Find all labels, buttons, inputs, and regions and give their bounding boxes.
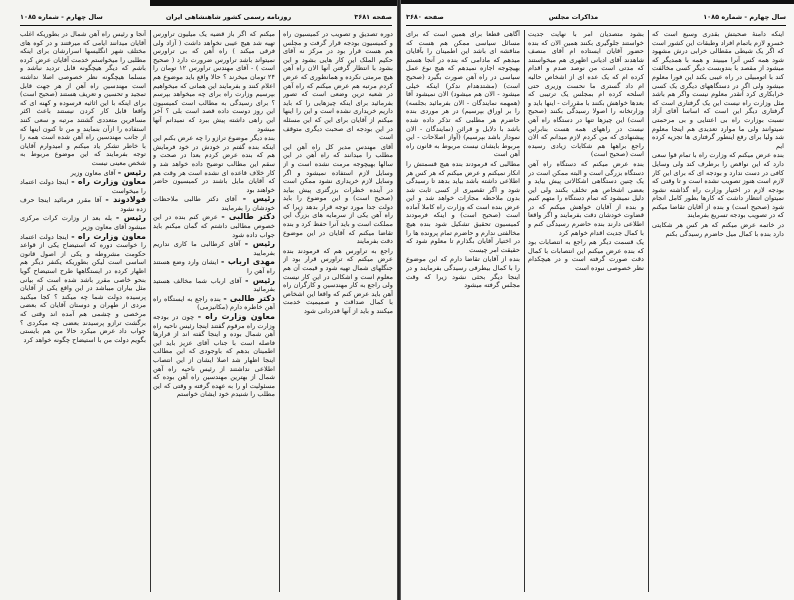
paragraph bbox=[153, 240, 275, 257]
paragraph-text: آقای ارباب شما مخالف هستید بفرمائید bbox=[153, 276, 275, 294]
paragraph bbox=[153, 313, 275, 399]
paragraph bbox=[406, 160, 520, 255]
paragraph-text: چون در بودجه وزارت راه مرقوم گفتند اینجا رئیس ناحیه راه آهن شمال بوده و اینجا گفته اند از قرارها فاصله است با جناب آقای عزیز باید این اطمینان بدهم که باوجودی که این مطالب اینجا اظهار شد اصلا ایشان از این انتصاب اطلاعی نداشتند از رئیس ناحیه راه آهن شمال از بهترین مهندسین راه آهن بوده که مسئولیت او را به عهده گرفته و وقتی که این مطلب را شنیدم خود ایشان خواستم bbox=[153, 313, 275, 399]
speaker-name: رئیس - bbox=[242, 194, 275, 204]
paragraph-text: آقای مهندس مدیر کل راه آهن این مطلب را میدانند که راه آهن در این سالها بهیچوجه مرمت نشده است و از وسایل لازم استفاده نمیشود و اگر وسایل لازم خریداری نشود ممکن است در آینده خطرات بزرگتری پیش بیاید (صحیح است) و این موضوع را باید دولت جدا مورد توجه قرار بدهد زیرا که راه آهن یکی از سرمایه های بزرگ این مملکت است و باید آنرا حفظ کرد و بنده تقاضا میکنم که آقایان در این موضوع دقت بفرمایند bbox=[283, 142, 393, 246]
page-fold bbox=[397, 0, 401, 600]
left-page-header bbox=[20, 10, 392, 24]
column bbox=[652, 30, 784, 590]
speaker-name: دکتر طالبی - bbox=[223, 293, 275, 303]
column-divider bbox=[279, 30, 280, 592]
paragraph bbox=[528, 30, 644, 159]
column-divider bbox=[524, 30, 525, 592]
publication-title: روزنامه رسمی کشور شاهنشاهی ایران bbox=[165, 13, 292, 21]
paragraph-text: یک قسمت دیگر هم راجع به انتصابات بود که بنده عرض میکنم این انتصابات با کمال دقت صورت گرفته است و در هیچکدام نظر خصوصی نبوده است bbox=[528, 238, 644, 273]
paragraph bbox=[153, 195, 275, 212]
paragraph-text: دوره تصدیق و تصویب در کمیسیون راه و کمیسیون بودجه قرار گرفت و مجلس هم هست قرار بود در مرکز نه آقای حکیم الملک این کار هایی بشود و این بشود با انتظار گرفتن آنها الان راه آهن هیچ مرمتی نکرده و همانطوری که عرض کردم مرتبه هم عرض میکنم که راه آهن در شعبه ترین وضعی است که تصور بفرمائید برای اینکه چیزهایی را که باید داریم خریداری نشده است و این را اینها میکنم از آقایان برای این که این مسئله در این بودجه ای صحبت دیگری متوقف است bbox=[283, 30, 393, 142]
paragraph-text: آقای دکتر طالبی ملاحظات خودشان را بفرمایند bbox=[153, 195, 275, 212]
paragraph-text: آقا مقرر فرمائید اینجا حرف زده نشود bbox=[20, 196, 146, 213]
paragraph bbox=[20, 196, 146, 213]
scan-shadow bbox=[150, 0, 398, 6]
column bbox=[283, 30, 393, 590]
paragraph-text: بنده از آقایان تقاضا دارم که این موضوع را با کمال بیطرفی رسیدگی بفرمایند و در اینجا دیگر بحثی نشود زیرا که وقت مجلس گرفته میشود bbox=[406, 255, 520, 290]
right-page-header bbox=[406, 10, 786, 24]
paragraph-text: بشود متصدیان امر با نهایت جدیت خواستند جلوگیری بکنند همین الان که بنده حضور آقایان ایستاده ام آقای منصف شاهدند آقای ادیانی اظهری هم میخواستند که مدتی است من نوصد صدم و اقدام کرده ام که یک عده ای از اشخاص حالیه ام داد گستری ما نحست وزیری حتی اسلحه کرده ام بمجلس یک ترتیبی که بعدها خواهش بکنند با مقررات - اینها باید و وزارتخانه را اصولا رسیدگی بکنند (صحیح است) این چیزها تنها در دستگاه راه آهن نیست در راههای همه هست بنابراین پیشنهادی که من کردم لازم میدانم که الان راجع براهها هم شکایات زیادی رسیده است (صحیح است) bbox=[528, 30, 644, 159]
paragraph bbox=[528, 160, 644, 237]
paragraph-text: آقای معاون وزیر bbox=[70, 168, 116, 177]
paragraph-text: اینکه دامنهٔ صحبتش بقدری وسیع است که خسرو لازم باتمام افراد وطبقات این کشور است که اگر یک شیطی مقطالی خرابی درش مشهود شود همه کس آنرا میبیند و همه با همدیگر که میشود از مقصد با بندوبست دیگر کسی مخالفت کند با اتومبیلی در راه عیبی بکند این فورا معلوم میشود ولی اگر در دستگاههای دیگری یک کسی خرابکاری کرد آنقدر معلوم نیست واگر هم باشد مثل وزارت راه نیست این یک گرفتاری است که گرفتاری دیگر این است که اساسا آقای آزاد نسبت بوزارت راه بی اعتنایی و بی مرحمتی نمیتوانند ولی ما موارد تعدیدی هم اینجا معلوم شد ولیا برای رفع اینطور گرفتاری ها تجزیه کرده ایم bbox=[652, 30, 784, 150]
header-rule bbox=[20, 25, 392, 26]
paragraph-text: در خاتمه عرض میکنم که هر کس هر شکایتی دارد بنده با کمال میل حاضرم رسیدگی بکنم bbox=[652, 221, 784, 238]
paragraph-text: اینجا دولت اعتماد را خواست دوره که استیضاح یکی از قواعد حکومت مشروطه و یکی از اصول قانون اساسی است لیکن بطوریکه یکنفر دیگر هم اظهار کرده در ایستگاهها طرح استیضاح گویا بنحو خاصی مقرر باشد شده است که بیانی مثل بیاران میباشد در این واقع یکی از آقایان پرسیده دولت شما چه میکند ؟ کجا میکنید مردی از طهران و دوستان آقایان که بعضی مرخصی و چشمی هم آمده اند وقتی که برگشت ترازو پرسیدند بعضی چه میکردی ؟ جواب داد عرض میکرد حالا من هم بایستی بگویم دولت من با استیضاح چگونه خواهد کرد bbox=[20, 232, 146, 344]
section-title: مذاکرات مجلس bbox=[548, 13, 599, 21]
column bbox=[20, 30, 146, 590]
paragraph-text: اینجا دولت اعتماد را میخواست bbox=[20, 178, 146, 195]
paragraph bbox=[406, 255, 520, 289]
issue-number: سال چهارم - شماره ۱۰۸۵ bbox=[703, 13, 786, 21]
speaker-name: معاون وزارت راه - bbox=[71, 177, 146, 187]
speaker-name: فولادوند - bbox=[105, 195, 146, 205]
paragraph-text: بنده دیگر موضوع ترازو را چه عرض بکنم این اینکه بنده گفتم در خودش در خود فرمایش هم که بنده عرض کردم بعدا در صحت و سقم این مطالب توضیح داده خواهد شد و کار خلاف قاعده ای نشده است هر وقت هم که آقایان مایل باشند در کمیسیون حاضر خواهند بود bbox=[153, 134, 275, 194]
header-rule bbox=[406, 25, 786, 26]
column bbox=[528, 30, 644, 590]
paragraph-text: بله بعد از وزارت کرات مرکزی میشود آقای معاون وزیر bbox=[20, 214, 146, 232]
speaker-name: معاون وزارت راه - bbox=[197, 312, 275, 321]
issue-number: سال چهارم - شماره ۱۰۸۵ bbox=[20, 13, 103, 21]
paragraph-text: عرض کنم بنده در این خصوص مطالبی داشتم که گمان میکنم باید جواب داده شود bbox=[153, 213, 275, 239]
speaker-name: رئیس - bbox=[117, 167, 146, 177]
paragraph bbox=[20, 30, 146, 168]
paragraph-text: آنجا و رئیس راه آهن شمال در بطوریکه اغلب آقایان میدانند ایامی که میرفتند و در کوه های مختلف شهر انگلیسها اسرارشان برای اینکه مطلبی را میخواستم خدمت آقایان عرض کرده باشم که دیگر هیچگونه قابل تردید نباشد و مسلما هیچگونه نظر خصوصی اصلا نداشته است مهندسین راه آهن از هر جهت قابل تمجید و تحسین و تعریف هستند (صحیح است) برای اینکه با این اثاثیه فرسوده و کهنه ای که واقعا قابل کار کردن نیستند باعث اکثر مسافرین متعددی گشتند مرتبه و سعی کنند استفاده را ازآن بنمایند و من تا کنون اینها که از جانب مهندسین راه آهن شده است همه را با خاطر تشکر یاد میکنم و امیدوارم آقایان توجه بفرمایند که این موضوع مربوط به شخص معینی نیست bbox=[20, 30, 146, 167]
page-number: صفحه ۳۶۸۰ bbox=[406, 13, 444, 21]
column bbox=[406, 30, 520, 590]
paragraph bbox=[283, 30, 393, 142]
speaker-name: رئیس - bbox=[245, 275, 275, 285]
paragraph bbox=[153, 134, 275, 194]
paragraph bbox=[153, 30, 275, 133]
paragraph-text: آگاهی قطعا برای همین است که برای مسائل سیاسی ممکن هم هست که مناقشه ای باشد این اطمینان را بآقایان میدهم که مادامی که بنده در آنجا هستم بهیچوجه اجازه نمیدهم که هیچ نوع عمل سیاسی در راه آهن صورت بگیرد (صحیح است) (مشتدهدام ندکر) اینکه خیلی میشود - الان هم میشود) الان نمیشود آقا (همهمه نمایندگان - الان بفرمائید بجلسه) را بر اوراق بپرسیم) در هر موردی بنده حاضرم هر مطلبی که تذکر داده شده باشد با دلایل و قرائن (نمایندگان - الان نمودار باشد بپرسیم) (آواز اصلاحات - این مربوط بایشان نیست مربوط به قانون راه آهن است bbox=[406, 30, 520, 159]
paragraph-text: بنده راجع به ایستگاه راه آهن خاطره دارم (مکانیزمی) bbox=[153, 294, 275, 312]
paragraph-text: مطالبی که فرمودند بنده هیچ قسمتش را انکار نمیکنم و عرض میکنم که هر کس هر اطلاعی داشته باشد بیاید بدهد تا رسیدگی شود و اگر تقصیری از کسی ثابت شد بدون ملاحظه مجازات خواهد شد و این عرض بنده است که وزارت راه کاملا آماده است (صحیح است) و اینکه فرمودند کمیسیون تحقیق تشکیل شود بنده هیچ مخالفتی ندارم و حاضرم تمام پرونده ها را در اختیار آقایان بگذارم تا معلوم شود که حقیقت امر چیست bbox=[406, 159, 520, 254]
speaker-name: دکتر طالبی - bbox=[221, 212, 275, 222]
speaker-name: معاون وزارت راه - bbox=[71, 231, 146, 241]
speaker-name: رئیس - bbox=[244, 239, 275, 249]
paragraph bbox=[652, 221, 784, 238]
column bbox=[153, 30, 275, 590]
column-divider bbox=[150, 30, 151, 592]
paragraph-text: بنده عرض میکنم که دستگاه راه آهن دستگاه بزرگی است و البته ممکن است در یک چنین دستگاهی اشکالاتی پیش بیاید و بعضی اشخاص هم تخلف بکنند ولی این دلیل نمیشود که تمام دستگاه را متهم کنیم و بنده از آقایان خواهش میکنم که در قضاوت خودشان دقت بفرمایند و اگر واقعا اطلاعی دارند بنده حاضرم رسیدگی کنم و با کمال جدیت اقدام خواهم کرد bbox=[528, 159, 644, 237]
paragraph-text: آقای کرطالبی ما کاری نداریم بفرمایید bbox=[153, 240, 275, 257]
scan-shadow bbox=[400, 0, 794, 4]
paragraph bbox=[153, 213, 275, 239]
right-page bbox=[400, 0, 794, 600]
paragraph bbox=[406, 30, 520, 159]
paragraph bbox=[20, 233, 146, 345]
paragraph bbox=[20, 169, 146, 178]
paragraph-text: ایشان وارد وضع هستند راه آهن را bbox=[153, 258, 275, 276]
paragraph-text: بنده عرض میکنم که وزارت راه با تمام قوا سعی دارد که این نواقص را برطرف کند ولی وسایل کافی در دست ندارد و بودجه ای که برای این کار لازم است هنوز تصویب نشده است و تا وقتی که بودجه لازم در اختیار وزارت راه گذاشته نشود نمیتوان انتظار داشت که کارها بطور کامل انجام شود (صحیح است) و بنده از آقایان تقاضا میکنم که در تصویب بودجه تسریع بفرمایند bbox=[652, 151, 784, 220]
paragraph bbox=[153, 295, 275, 312]
paragraph bbox=[528, 238, 644, 272]
paragraph bbox=[652, 30, 784, 150]
column-divider bbox=[648, 30, 649, 592]
paragraph-text: راجع به تراورس هم که فرمودند بنده عرض میکنم که تراورس قرار بود از جنگلهای شمال تهیه شود و قیمت آن هم معلوم است و اشکالی در این کار نیست ولی راجع به کار مهندسین و کارگران راه آهن باید عرض کنم که واقعا این اشخاص با کمال صداقت و صمیمیت خدمت میکنند و باید از آنها قدردانی شود bbox=[283, 246, 393, 315]
paragraph bbox=[20, 214, 146, 231]
paragraph bbox=[652, 151, 784, 220]
paragraph bbox=[283, 247, 393, 316]
page-number: صفحه ۳۶۸۱ bbox=[354, 13, 392, 21]
paragraph-text: میکنم که اگر باز قضیه یک میلیون تراورس تهیه شد هیچ عیبی نخواهد داشت ( آزاد ولی فرقی میکند ) راه آهن که بی تراورس نمیتواند باشد تراورس ضرورت دارد ( صحیح است ) - آقای مهندس تراورس ۱۲ تومان را ۲۴ تومان میخرند ؟ حالا واقع باید موضوع هم اعلام کنند و بفرمایند این همانی که میخواهیم بپرسیم وزارت راه برای چه میخواهد بپرسم ؟ برای رسیدگی به مطالب است کمیسیون این روز دوست داده قصد است بلی ؟ آخر این راهی داشته پیش ببرد که نمیدانم آنها میشود bbox=[153, 30, 275, 133]
paragraph bbox=[283, 143, 393, 246]
paragraph bbox=[20, 178, 146, 195]
paragraph bbox=[153, 277, 275, 294]
paragraph bbox=[153, 258, 275, 275]
speaker-name: مهدی ارباب - bbox=[221, 257, 275, 267]
speaker-name: رئیس - bbox=[115, 213, 146, 223]
